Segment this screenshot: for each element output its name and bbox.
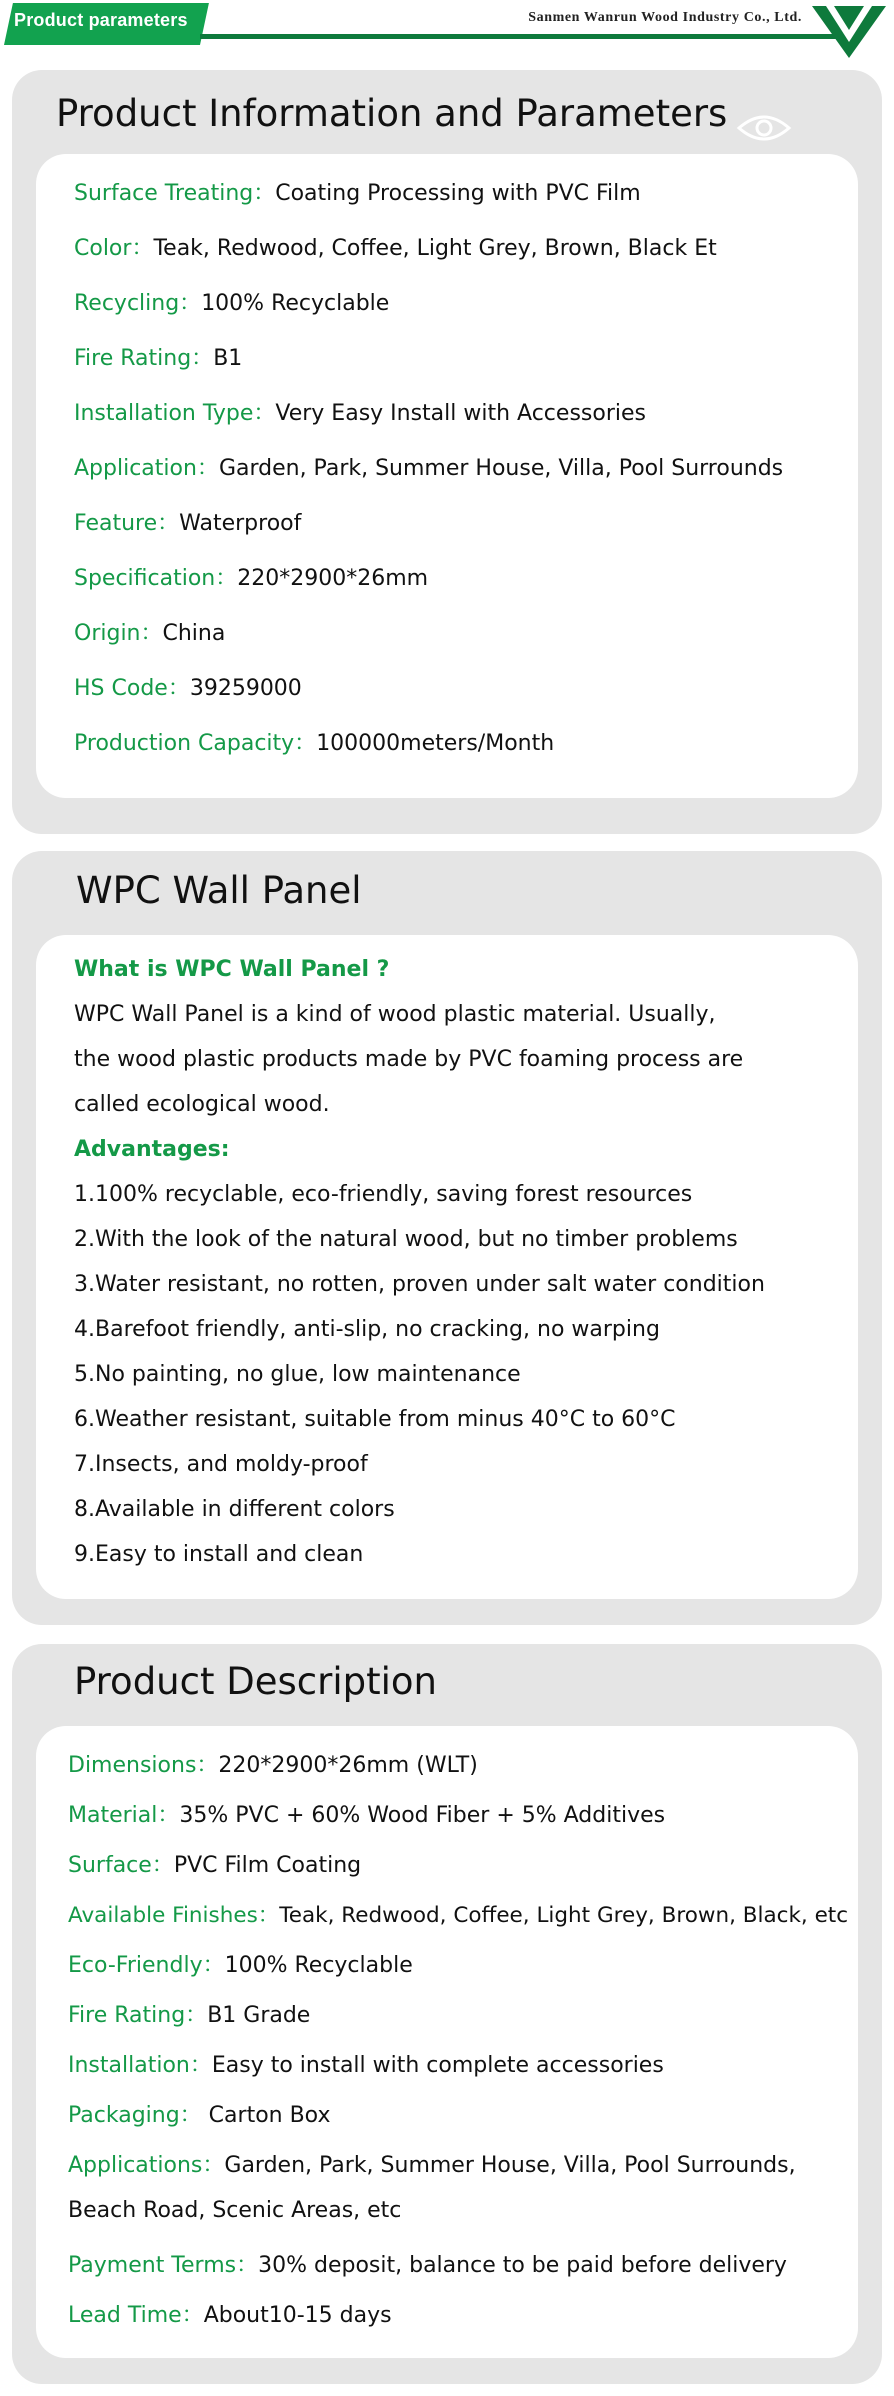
page-header xyxy=(0,0,894,60)
advantage-item: 8.Available in different colors xyxy=(74,1497,395,1522)
section-title: WPC Wall Panel xyxy=(76,869,362,912)
description-row: Payment Terms：30% deposit, balance to be paid before delivery xyxy=(68,2253,787,2278)
description-row: Lead Time：About10-15 days xyxy=(68,2303,392,2328)
question-heading: What is WPC Wall Panel ? xyxy=(74,957,390,982)
description-row: Packaging： Carton Box xyxy=(68,2103,331,2128)
product-info-card xyxy=(12,70,882,834)
param-row: Fire Rating：B1 xyxy=(74,346,243,371)
advantage-item: 9.Easy to install and clean xyxy=(74,1542,364,1567)
advantage-item: 7.Insects, and moldy-proof xyxy=(74,1452,368,1477)
advantage-item: 3.Water resistant, no rotten, proven under salt water condition xyxy=(74,1272,765,1297)
advantage-item: 6.Weather resistant, suitable from minus 40°C to 60°C xyxy=(74,1407,676,1432)
advantage-item: 4.Barefoot friendly, anti-slip, no cracking, no warping xyxy=(74,1317,660,1342)
param-row: Color：Teak, Redwood, Coffee, Light Grey, Brown, Black Et xyxy=(74,236,717,261)
param-row: Origin：China xyxy=(74,621,226,646)
param-row: Production Capacity：100000meters/Month xyxy=(74,731,555,756)
param-row: Surface Treating：Coating Processing with PVC Film xyxy=(74,181,641,206)
intro-line: called ecological wood. xyxy=(74,1092,330,1117)
advantage-item: 5.No painting, no glue, low maintenance xyxy=(74,1362,521,1387)
param-row: Specification：220*2900*26mm xyxy=(74,566,429,591)
advantage-item: 2.With the look of the natural wood, but no timber problems xyxy=(74,1227,738,1252)
description-row: Dimensions：220*2900*26mm (WLT) xyxy=(68,1753,478,1778)
company-name: Sanmen Wanrun Wood Industry Co., Ltd. xyxy=(528,10,802,25)
product-description-card xyxy=(12,1644,882,2384)
header-tab-label: Product parameters xyxy=(14,10,188,30)
header-rule xyxy=(200,34,850,39)
parameters-panel xyxy=(36,154,858,798)
description-row: Surface：PVC Film Coating xyxy=(68,1853,362,1878)
description-panel xyxy=(36,1726,858,2358)
intro-line: the wood plastic products made by PVC foaming process are xyxy=(74,1047,744,1072)
section-title: Product Information and Parameters xyxy=(56,92,728,135)
wpc-wall-panel-card xyxy=(12,851,882,1625)
advantage-item: 1.100% recyclable, eco-friendly, saving forest resources xyxy=(74,1182,693,1207)
param-row: HS Code：39259000 xyxy=(74,676,302,701)
param-row: Application：Garden, Park, Summer House, Villa, Pool Surrounds xyxy=(74,456,784,481)
wpc-description-panel xyxy=(36,935,858,1599)
description-row: Available Finishes：Teak, Redwood, Coffee, Light Grey, Brown, Black, etc xyxy=(68,1903,849,1928)
description-row: Installation：Easy to install with complete accessories xyxy=(68,2053,664,2078)
description-row: Applications：Garden, Park, Summer House, Villa, Pool Surrounds, xyxy=(68,2153,796,2178)
eye-icon xyxy=(736,112,792,144)
param-row: Recycling：100% Recyclable xyxy=(74,291,390,316)
description-row-continuation: Beach Road, Scenic Areas, etc xyxy=(68,2198,402,2223)
param-row: Installation Type：Very Easy Install with Accessories xyxy=(74,401,646,426)
section-title: Product Description xyxy=(74,1660,437,1703)
description-row: Fire Rating：B1 Grade xyxy=(68,2003,311,2028)
logo-chevron-icon xyxy=(812,4,886,60)
description-row: Eco-Friendly：100% Recyclable xyxy=(68,1953,413,1978)
description-row: Material：35% PVC + 60% Wood Fiber + 5% Additives xyxy=(68,1803,666,1828)
intro-line: WPC Wall Panel is a kind of wood plastic material. Usually, xyxy=(74,1002,716,1027)
advantages-heading: Advantages: xyxy=(74,1137,230,1162)
param-row: Feature：Waterproof xyxy=(74,511,302,536)
